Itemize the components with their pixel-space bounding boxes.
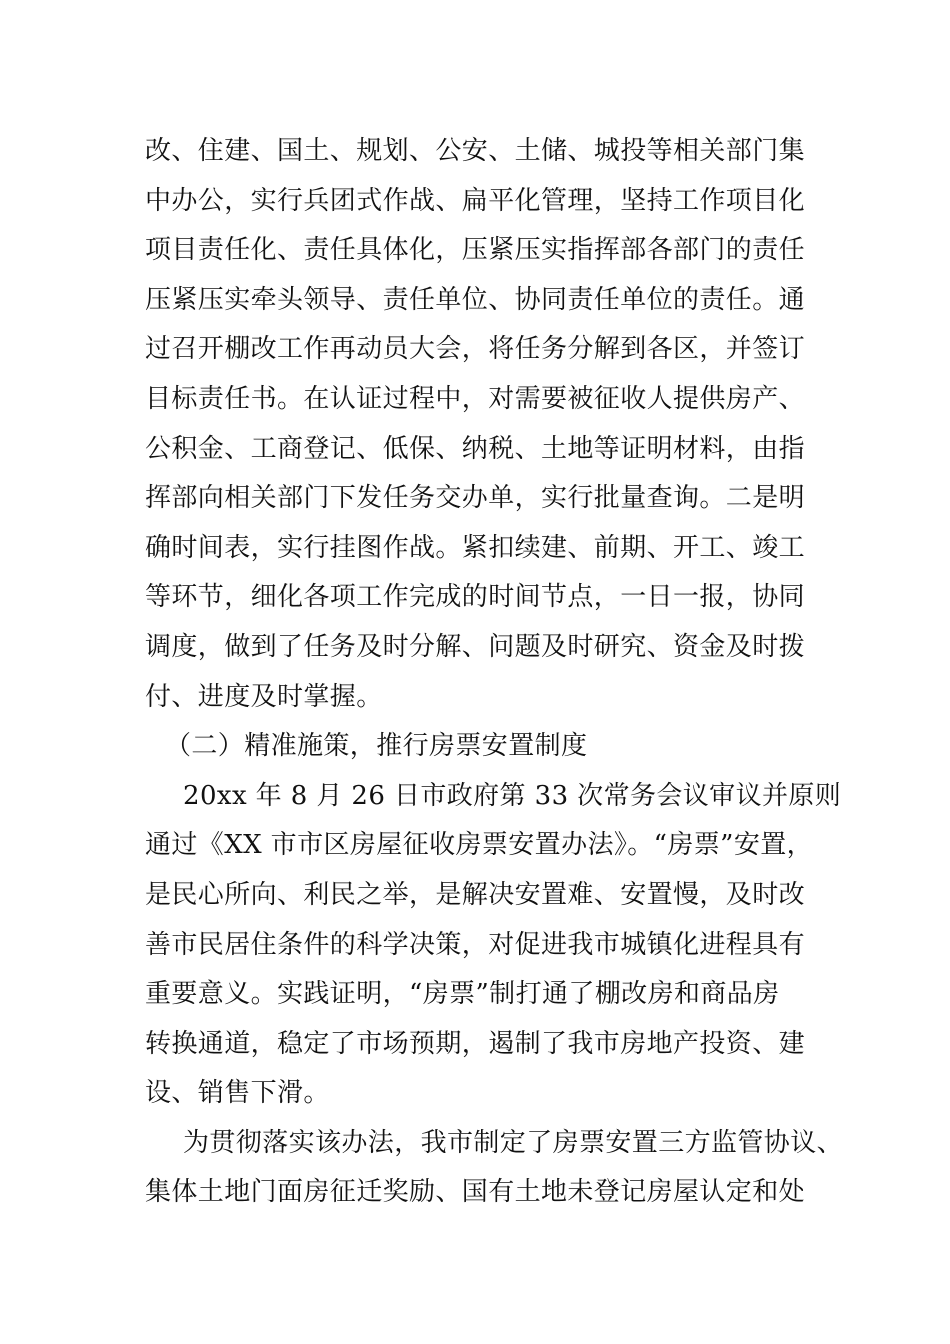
body-line: 付、进度及时掌握。: [145, 681, 383, 712]
document-body: [145, 127, 844, 1218]
body-line: 通过《XX 市市区房屋征收房票安置办法》。“房票”安置，: [145, 830, 814, 861]
body-line: 公积金、工商登记、低保、纳税、土地等证明材料，由指: [145, 433, 806, 464]
body-line: 善市民居住条件的科学决策，对促进我市城镇化进程具有: [145, 929, 806, 960]
body-line: 中办公，实行兵团式作战、扁平化管理，坚持工作项目化: [145, 185, 806, 216]
body-line: 压紧压实牵头领导、责任单位、协同责任单位的责任。通: [145, 284, 806, 315]
body-line: 集体土地门面房征迁奖励、国有土地未登记房屋认定和处: [145, 1177, 806, 1208]
body-line: 转换通道，稳定了市场预期，遏制了我市房地产投资、建: [145, 1028, 806, 1059]
body-line: 项目责任化、责任具体化，压紧压实指挥部各部门的责任: [145, 235, 806, 266]
paragraph-first-line: 20xx 年 8 月 26 日市政府第 33 次常务会议审议并原则: [183, 780, 842, 811]
body-line: 目标责任书。在认证过程中，对需要被征收人提供房产、: [145, 383, 806, 414]
body-line: 过召开棚改工作再动员大会，将任务分解到各区，并签订: [145, 334, 806, 365]
body-line: 是民心所向、利民之举，是解决安置难、安置慢，及时改: [145, 879, 806, 910]
paragraph-first-line: 为贯彻落实该办法，我市制定了房票安置三方监管协议、: [183, 1127, 844, 1158]
body-line: 确时间表，实行挂图作战。紧扣续建、前期、开工、竣工: [145, 532, 806, 563]
body-line: 改、住建、国土、规划、公安、土储、城投等相关部门集: [145, 136, 806, 166]
body-line: 设、销售下滑。: [145, 1078, 330, 1109]
body-line: 挥部向相关部门下发任务交办单，实行批量查询。二是明: [145, 483, 806, 514]
body-line: 调度，做到了任务及时分解、问题及时研究、资金及时拨: [145, 631, 806, 662]
body-line: 重要意义。实践证明，“房票”制打通了棚改房和商品房: [145, 979, 780, 1010]
body-line: 等环节，细化各项工作完成的时间节点，一日一报，协同: [145, 582, 806, 613]
section-heading: （二）精准施策，推行房票安置制度: [165, 731, 588, 762]
